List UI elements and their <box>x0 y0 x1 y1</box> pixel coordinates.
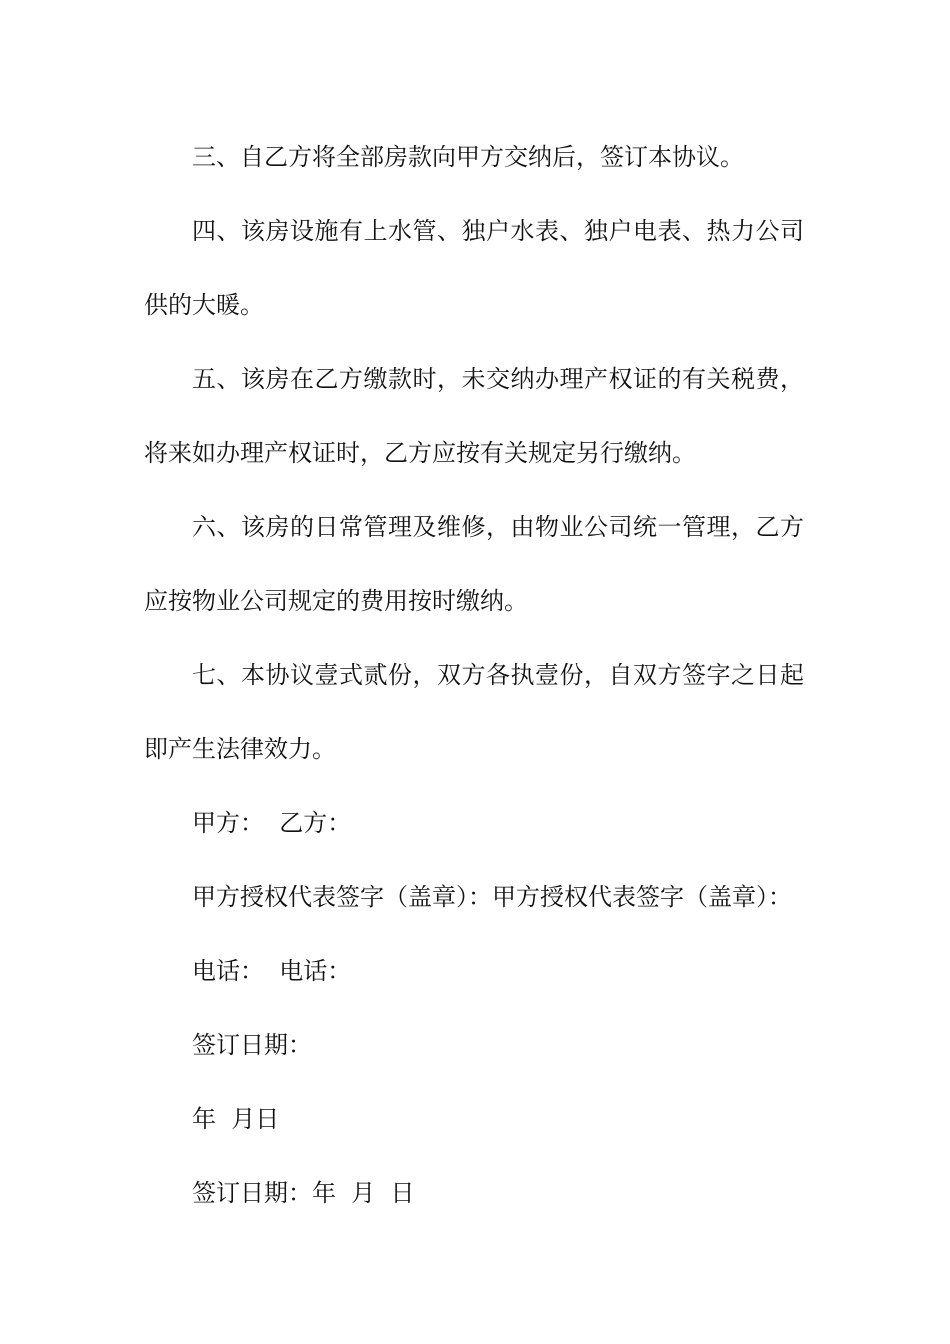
signing-date-blank: 年 月日 <box>192 1105 280 1133</box>
agreement-body <box>144 120 804 1230</box>
parties-line: 甲方： 乙方： <box>192 809 352 837</box>
representatives-line: 甲方授权代表签字（盖章）：甲方授权代表签字（盖章）： <box>192 883 792 911</box>
phones-line: 电话： 电话： <box>192 957 352 985</box>
clause-6: 六、该房的日常管理及维修，由物业公司统一管理，乙方应按物业公司规定的费用按时缴纳。 <box>144 513 804 615</box>
clause-3: 三、自乙方将全部房款向甲方交纳后，签订本协议。 <box>192 143 744 171</box>
signing-date-label: 签订日期： <box>192 1031 312 1059</box>
clause-5: 五、该房在乙方缴款时，未交纳办理产权证的有关税费，将来如办理产权证时，乙方应按有关规定另行缴纳。 <box>144 365 804 467</box>
clause-7: 七、本协议壹式贰份，双方各执壹份，自双方签字之日起即产生法律效力。 <box>144 661 804 763</box>
clause-4: 四、该房设施有上水管、独户水表、独户电表、热力公司供的大暖。 <box>144 217 804 319</box>
signing-date-line: 签订日期：年 月 日 <box>192 1179 415 1207</box>
